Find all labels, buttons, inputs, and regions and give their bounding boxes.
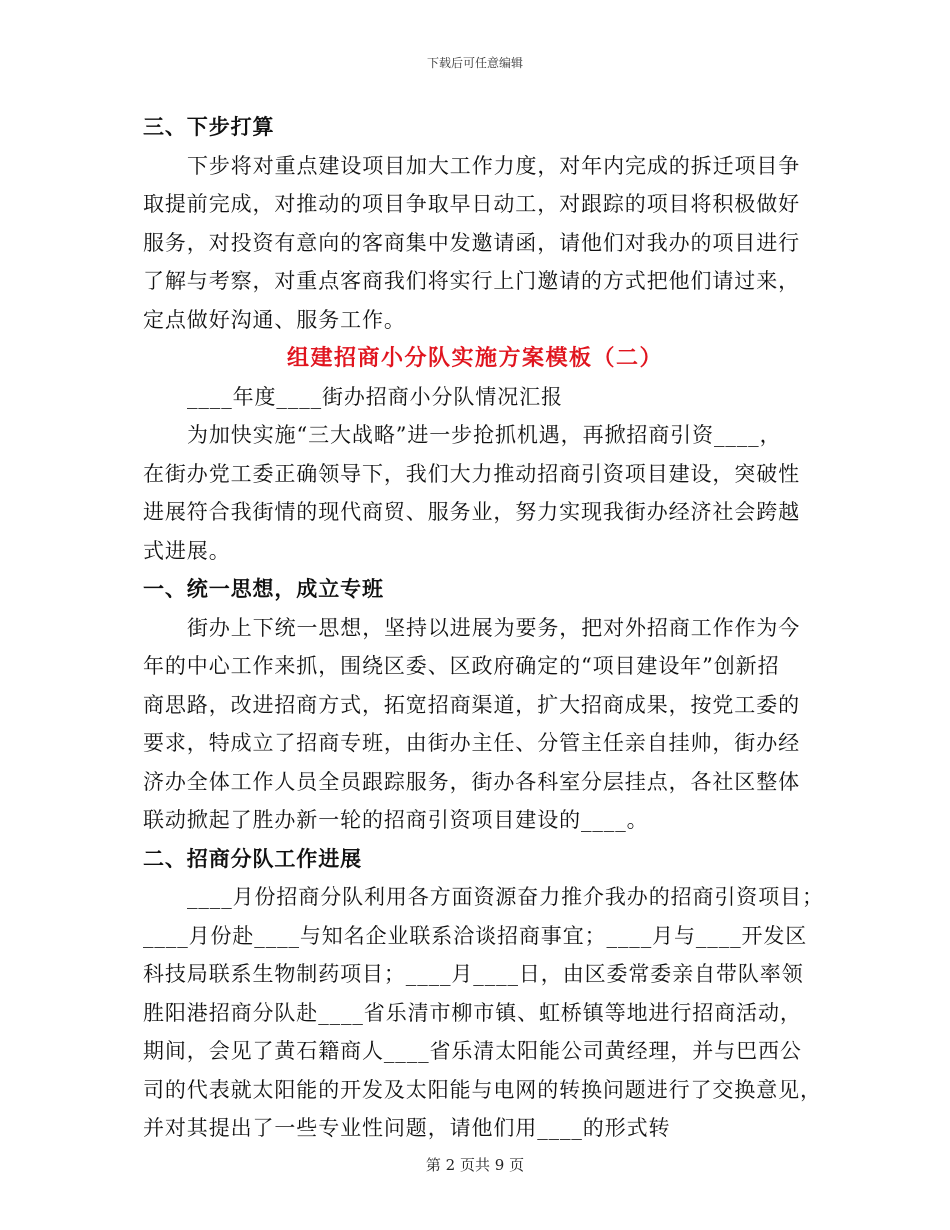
paragraph-line: 济办全体工作人员全员跟踪服务，街办各科室分层挂点，各社区整体 [143, 769, 800, 794]
paragraph-line: ____月份招商分队利用各方面资源奋力推介我办的招商引资项目； [187, 885, 824, 909]
paragraph-line: 定点做好沟通、服务工作。 [143, 307, 406, 332]
paragraph-line: 并对其提出了一些专业性问题，请他们用____的形式转 [143, 1116, 671, 1140]
paragraph-line: ____月份赴____与知名企业联系洽谈招商事宜；____月与____开发区 [143, 923, 808, 948]
paragraph-line: 街办上下统一思想，坚持以进展为要务，把对外招商工作作为今 [187, 615, 801, 640]
paragraph-line: 科技局联系生物制药项目；____月____日，由区委常委亲自带队率领 [143, 962, 804, 986]
paragraph-line: 在街办党工委正确领导下，我们大力推动招商引资项目建设，突破性 [143, 461, 800, 486]
paragraph-line: 期间，会见了黄石籍商人____省乐清太阳能公司黄经理，并与巴西公 [143, 1039, 802, 1063]
paragraph-line: 联动掀起了胜办新一轮的招商引资项目建设的____。 [143, 808, 649, 832]
paragraph-line: 取提前完成，对推动的项目争取早日动工，对跟踪的项目将积极做好 [143, 192, 800, 216]
paragraph-line: 司的代表就太阳能的开发及太阳能与电网的转换问题进行了交换意见， [143, 1077, 822, 1102]
document-title: 组建招商小分队实施方案模板（二） [286, 345, 663, 371]
paragraph-line: 服务，对投资有意向的客商集中发邀请函，请他们对我办的项目进行 [143, 230, 800, 255]
paragraph-line: 了解与考察，对重点客商我们将实行上门邀请的方式把他们请过来， [143, 269, 800, 293]
paragraph-line: 年的中心工作来抓，围绕区委、区政府确定的“项目建设年”创新招 [143, 654, 780, 678]
paragraph-line: 要求，特成立了招商专班，由街办主任、分管主任亲自挂帅，街办经 [143, 731, 800, 755]
paragraph-line: 为加快实施“三大战略”进一步抢抓机遇，再掀招商引资____， [187, 423, 782, 447]
paragraph-line: 胜阳港招商分队赴____省乐清市柳市镇、虹桥镇等地进行招商活动， [143, 1000, 802, 1025]
report-subtitle: ____年度____街办招商小分队情况汇报 [187, 384, 563, 409]
section-heading-team-progress: 二、招商分队工作进展 [143, 845, 362, 871]
paragraph-line: 商思路，改进招商方式，拓宽招商渠道，扩大招商成果，按党工委的 [143, 692, 800, 717]
page-number: 第 2 页共 9 页 [425, 1156, 525, 1174]
section-heading-next-steps: 三、下步打算 [143, 114, 275, 139]
paragraph-line: 式进展。 [143, 538, 231, 563]
section-heading-unify-thinking: 一、统一思想，成立专班 [143, 576, 384, 601]
paragraph-line: 进展符合我街情的现代商贸、服务业，努力实现我街办经济社会跨越 [143, 500, 800, 524]
document-body [143, 108, 824, 1148]
paragraph-line: 下步将对重点建设项目加大工作力度，对年内完成的拆迁项目争 [187, 153, 801, 178]
page-header-note: 下载后可任意编辑 [426, 56, 523, 70]
